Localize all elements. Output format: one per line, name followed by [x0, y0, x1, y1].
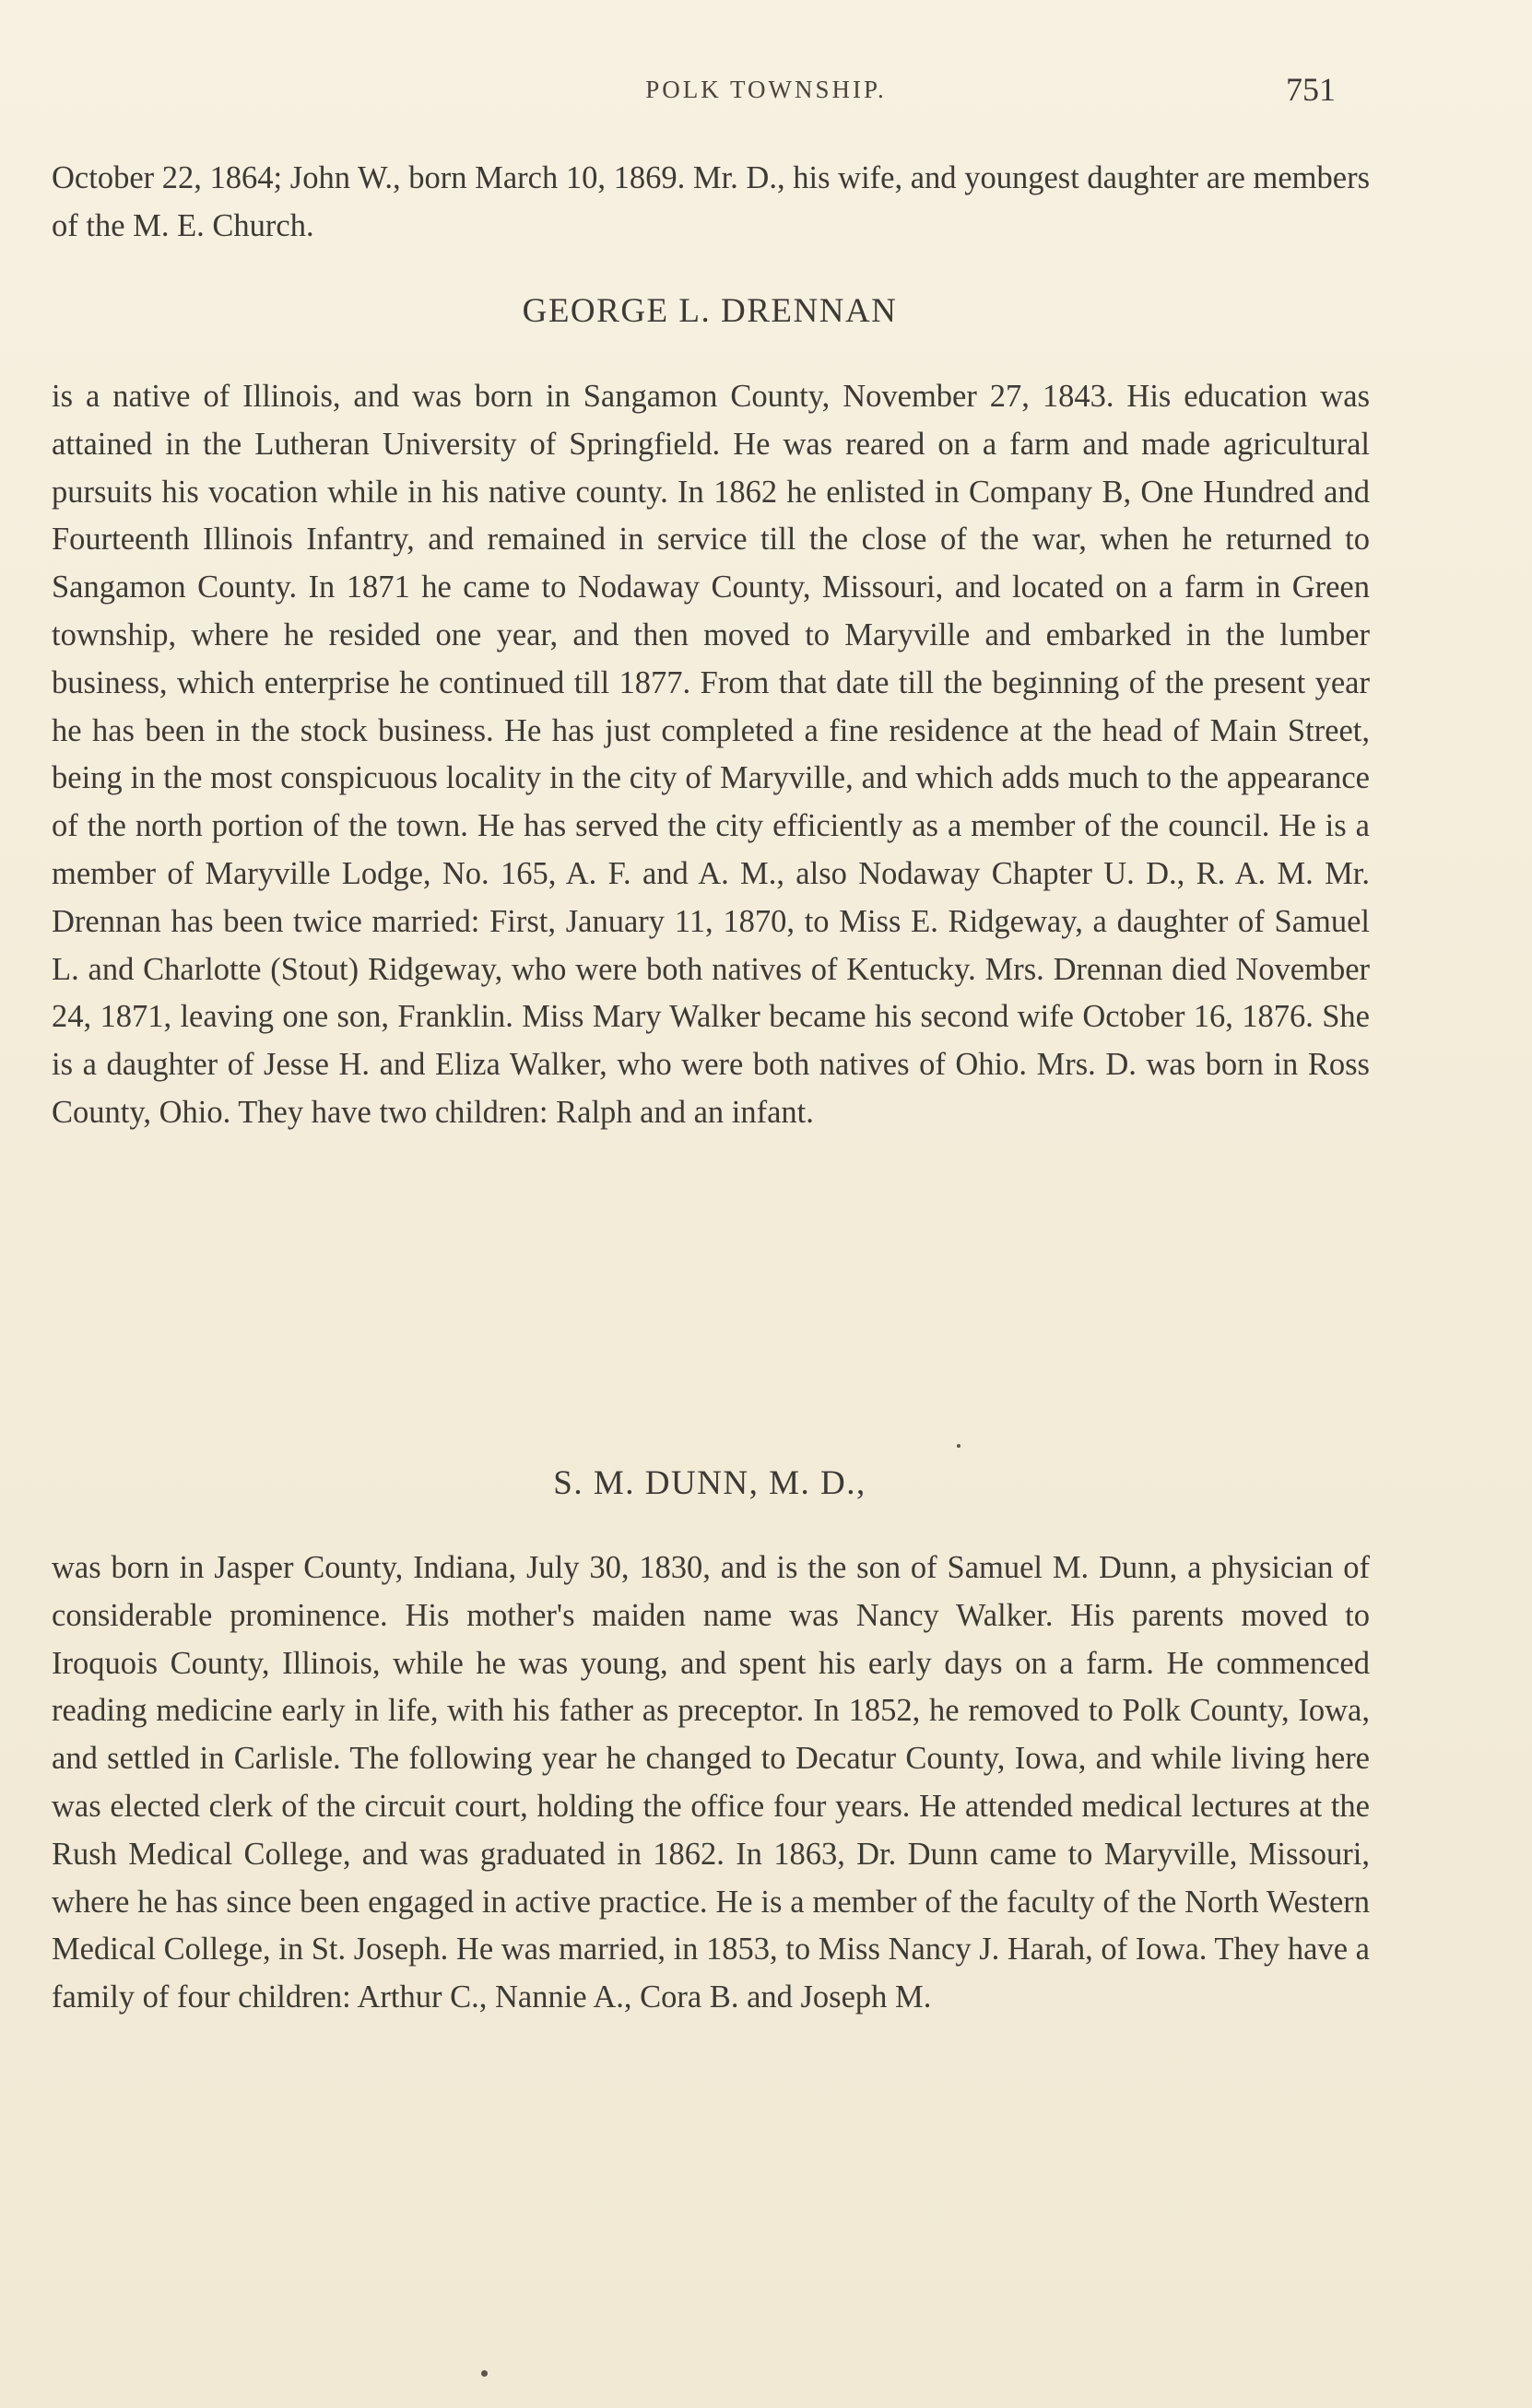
- biography-text-drennan: is a native of Illinois, and was born in Sangamon County, November 27, 1843. His education was attained in the Lutheran University of Springfield. He was reared on a farm and made agricultural pursuits his vocation while in his native county. In 1862 he enlisted in Company B, One Hundred and Fourteenth Illinois Infantry, and remained in service till the close of the war, when he returned to Sangamon County. In 1871 he came to Nodaway County, Missouri, and located on a farm in Green township, where he resided one year, and then moved to Maryville and embarked in the lumber business, which enterprise he continued till 1877. From that date till the beginning of the present year he has been in the stock business. He has just completed a fine residence at the head of Main Street, being in the most conspicuous locality in the city of Maryville, and which adds much to the appearance of the north portion of the town. He has served the city efficiently as a member of the council. He is a member of Maryville Lodge, No. 165, A. F. and A. M., also Nodaway Chapter U. D., R. A. M. Mr. Drennan has been twice married: First, January 11, 1870, to Miss E. Ridgeway, a daughter of Samuel L. and Charlotte (Stout) Ridgeway, who were both natives of Kentucky. Mrs. Drennan died November 24, 1871, leaving one son, Franklin. Miss Mary Walker became his second wife October 16, 1876. She is a daughter of Jesse H. and Eliza Walker, who were both natives of Ohio. Mrs. D. was born in Ross County, Ohio. They have two children: Ralph and an infant.: [52, 379, 1370, 1130]
- ink-speck: [481, 2370, 488, 2377]
- ink-speck: [957, 1444, 960, 1448]
- section-heading-dunn: S. M. DUNN, M. D.,: [553, 1464, 866, 1502]
- section-heading-drennan: GEORGE L. DRENNAN: [522, 292, 898, 330]
- section-body-dunn: [52, 1545, 1370, 2022]
- continuation-paragraph: [52, 155, 1370, 251]
- running-head: POLK TOWNSHIP.: [645, 76, 887, 103]
- biography-text-dunn: was born in Jasper County, Indiana, July 30, 1830, and is the son of Samuel M. Dunn, a physician of considerable prominence. His mother's maiden name was Nancy Walker. His parents moved to Iroquois County, Illinois, while he was young, and spent his early days on a farm. He commenced reading medicine early in life, with his father as preceptor. In 1852, he removed to Polk County, Iowa, and settled in Carlisle. The following year he changed to Decatur County, Iowa, and while living here was elected clerk of the circuit court, holding the office four years. He attended medical lectures at the Rush Medical College, and was graduated in 1862. In 1863, Dr. Dunn came to Maryville, Missouri, where he has since been engaged in active practice. He is a member of the faculty of the North Western Medical College, in St. Joseph. He was married, in 1853, to Miss Nancy J. Harah, of Iowa. They have a family of four children: Arthur C., Nannie A., Cora B. and Joseph M.: [52, 1550, 1370, 2015]
- section-body-drennan: [52, 373, 1370, 1137]
- continuation-text: October 22, 1864; John W., born March 10, 1869. Mr. D., his wife, and youngest daughter are members of the M. E. Church.: [52, 160, 1370, 243]
- page-number: 751: [1286, 71, 1336, 108]
